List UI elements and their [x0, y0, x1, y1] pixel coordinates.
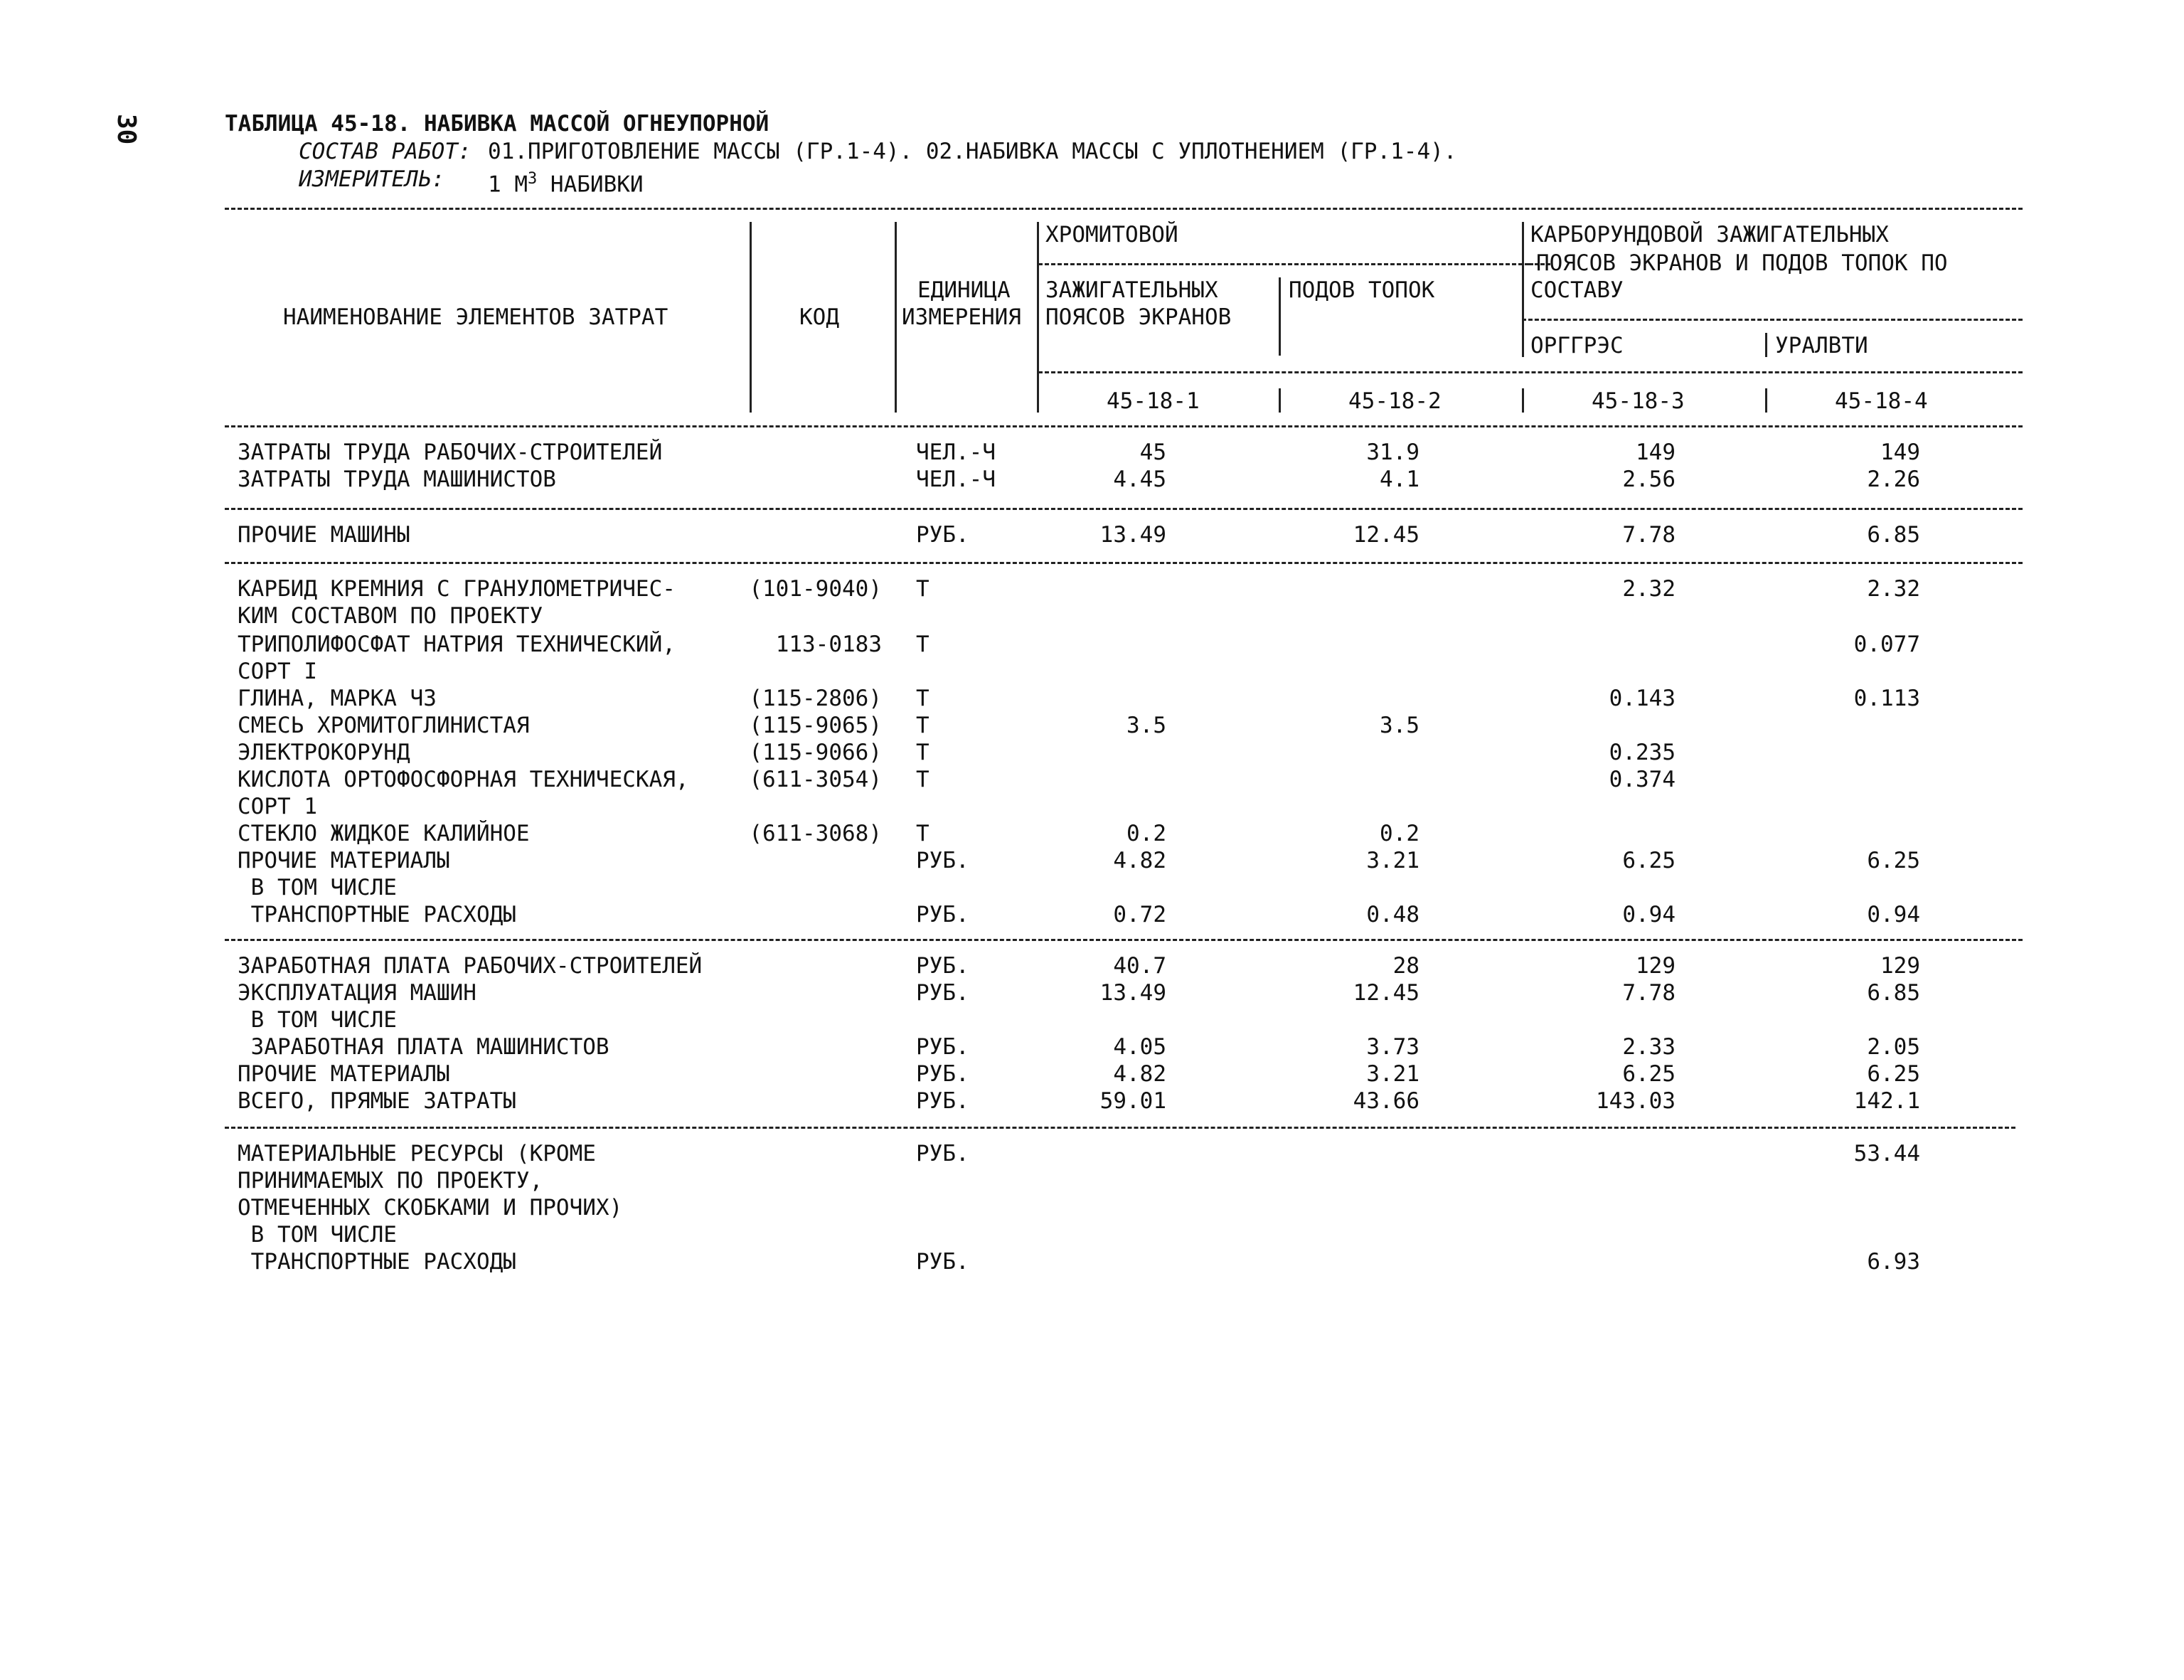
row-value-4: 6.25 [1867, 1061, 1920, 1087]
row-value-2: 3.5 [1380, 713, 1419, 738]
rule-carbo [1522, 319, 2023, 321]
row-value-2: 3.21 [1366, 1061, 1419, 1087]
row-name: ПРОЧИЕ МАТЕРИАЛЫ [238, 1061, 450, 1087]
row-value-1: 4.82 [1113, 1061, 1166, 1087]
row-unit: РУБ. [916, 1061, 969, 1087]
header-chromite-belts-1: ЗАЖИГАТЕЛЬНЫХ [1045, 277, 1218, 303]
row-value-4: 6.85 [1867, 522, 1920, 548]
row-name: КАРБИД КРЕМНИЯ С ГРАНУЛОМЕТРИЧЕС- [238, 576, 676, 602]
row-value-2: 12.45 [1353, 980, 1419, 1006]
rule-top [225, 208, 2023, 210]
row-unit: РУБ. [916, 1088, 969, 1114]
row-name: ТРИПОЛИФОСФАТ НАТРИЯ ТЕХНИЧЕСКИЙ, [238, 632, 676, 657]
row-value-4: 2.26 [1867, 467, 1920, 492]
header-carbo-1: КАРБОРУНДОВОЙ ЗАЖИГАТЕЛЬНЫХ [1530, 222, 1889, 248]
row-unit: РУБ. [916, 1141, 969, 1166]
row-value-1: 13.49 [1099, 522, 1166, 548]
row-value-3: 2.56 [1622, 467, 1676, 492]
row-name: В ТОМ ЧИСЛЕ [238, 1007, 397, 1033]
row-name: ЗАРАБОТНАЯ ПЛАТА МАШИНИСТОВ [238, 1034, 609, 1060]
vbar-code4 [1765, 388, 1767, 413]
header-code-3: 45-18-3 [1592, 388, 1685, 414]
row-value-1: 4.05 [1113, 1034, 1166, 1060]
row-value-1: 3.5 [1126, 713, 1166, 738]
row-value-4: 53.44 [1853, 1141, 1920, 1166]
header-chromite-belts-2: ПОЯСОВ ЭКРАНОВ [1045, 304, 1232, 330]
row-name: ГЛИНА, МАРКА ЧЗ [238, 686, 437, 711]
row-name: СТЕКЛО ЖИДКОЕ КАЛИЙНОЕ [238, 821, 530, 846]
vbar-unit [895, 222, 897, 413]
header-code: КОД [799, 304, 839, 330]
row-code: (611-3054) [749, 767, 882, 792]
row-value-3: 7.78 [1622, 522, 1676, 548]
row-unit: Т [916, 576, 929, 602]
row-unit: РУБ. [916, 848, 969, 873]
header-name: НАИМЕНОВАНИЕ ЭЛЕМЕНТОВ ЗАТРАТ [283, 304, 668, 330]
row-value-1: 40.7 [1113, 953, 1166, 979]
row-code: (611-3068) [749, 821, 882, 846]
vbar-uralvti [1765, 333, 1767, 357]
row-value-3: 6.25 [1622, 848, 1676, 873]
row-unit: Т [916, 821, 929, 846]
row-value-2: 3.73 [1366, 1034, 1419, 1060]
header-chromite-hearths: ПОДОВ ТОПОК [1289, 277, 1435, 303]
row-name: В ТОМ ЧИСЛЕ [238, 875, 397, 900]
row-unit: РУБ. [916, 522, 969, 548]
row-value-2: 31.9 [1366, 440, 1419, 465]
meter-value: 1 $М^3$ НАБИВКИ [488, 170, 644, 198]
row-unit: Т [916, 740, 929, 765]
row-value-1: 4.45 [1113, 467, 1166, 492]
row-name: ЗАТРАТЫ ТРУДА РАБОЧИХ-СТРОИТЕЛЕЙ [238, 440, 663, 465]
row-unit: ЧЕЛ.-Ч [916, 440, 996, 465]
row-code: (101-9040) [749, 576, 882, 602]
row-name: ЭКСПЛУАТАЦИЯ МАШИН [238, 980, 476, 1006]
row-unit: РУБ. [916, 1249, 969, 1275]
rule-chromite [1038, 263, 1529, 265]
header-carbo-3: СОСТАВУ [1530, 277, 1624, 303]
table-title: ТАБЛИЦА 45-18. НАБИВКА МАССОЙ ОГНЕУПОРНОЙ [225, 111, 769, 137]
row-unit: ЧЕЛ.-Ч [916, 467, 996, 492]
row-value-4: 6.85 [1867, 980, 1920, 1006]
vbar-hearths [1279, 277, 1281, 356]
rule-section-2 [225, 562, 2023, 564]
row-value-2: 12.45 [1353, 522, 1419, 548]
vbar-carbo [1522, 222, 1524, 357]
row-unit: РУБ. [916, 953, 969, 979]
row-unit: Т [916, 713, 929, 738]
row-value-4: 2.32 [1867, 576, 1920, 602]
row-code: (115-9065) [749, 713, 882, 738]
row-unit: Т [916, 632, 929, 657]
row-unit: Т [916, 767, 929, 792]
row-value-3: 0.374 [1609, 767, 1676, 792]
row-name: СОРТ 1 [238, 794, 317, 819]
row-value-3: 0.235 [1609, 740, 1676, 765]
row-code: (115-2806) [749, 686, 882, 711]
row-value-2: 0.2 [1380, 821, 1419, 846]
rule-header-bottom [225, 425, 2023, 427]
row-name: ПРИНИМАЕМЫХ ПО ПРОЕКТУ, [238, 1168, 543, 1193]
vbar-code2 [1279, 388, 1281, 413]
header-code-2: 45-18-2 [1348, 388, 1442, 414]
work-label: СОСТАВ РАБОТ: [299, 139, 472, 164]
row-value-1: 0.2 [1126, 821, 1166, 846]
row-value-3: 0.94 [1622, 902, 1676, 927]
row-value-3: 143.03 [1596, 1088, 1676, 1114]
row-name: СОРТ I [238, 659, 317, 684]
row-value-4: 129 [1880, 953, 1920, 979]
row-name: ТРАНСПОРТНЫЕ РАСХОДЫ [238, 902, 516, 927]
row-value-3: 0.143 [1609, 686, 1676, 711]
row-value-3: 129 [1636, 953, 1676, 979]
meter-label: ИЗМЕРИТЕЛЬ: [299, 166, 445, 192]
rule-section-3 [225, 939, 2023, 941]
row-name: ВСЕГО, ПРЯМЫЕ ЗАТРАТЫ [238, 1088, 516, 1114]
row-code: (115-9066) [749, 740, 882, 765]
row-value-4: 6.25 [1867, 848, 1920, 873]
row-value-1: 59.01 [1099, 1088, 1166, 1114]
header-uralvti: УРАЛВТИ [1775, 333, 1868, 358]
row-value-2: 0.48 [1366, 902, 1419, 927]
row-value-2: 3.21 [1366, 848, 1419, 873]
row-code: 113-0183 [775, 632, 882, 657]
rule-section-4 [225, 1127, 2015, 1129]
row-value-1: 45 [1139, 440, 1166, 465]
row-value-1: 0.72 [1113, 902, 1166, 927]
row-value-2: 43.66 [1353, 1088, 1419, 1114]
page-number: 30 [112, 114, 141, 145]
rule-section-1 [225, 508, 2023, 510]
header-unit-line1: ЕДИНИЦА [917, 277, 1011, 303]
row-value-4: 142.1 [1853, 1088, 1920, 1114]
header-code-1: 45-18-1 [1107, 388, 1200, 414]
row-unit: РУБ. [916, 902, 969, 927]
row-value-4: 0.94 [1867, 902, 1920, 927]
header-chromite: ХРОМИТОВОЙ [1045, 222, 1178, 248]
row-unit: РУБ. [916, 980, 969, 1006]
row-value-4: 2.05 [1867, 1034, 1920, 1060]
rule-codes [1038, 371, 2023, 373]
row-value-3: 6.25 [1622, 1061, 1676, 1087]
row-name: ОТМЕЧЕННЫХ СКОБКАМИ И ПРОЧИХ) [238, 1195, 623, 1221]
row-value-2: 4.1 [1380, 467, 1419, 492]
row-name: ТРАНСПОРТНЫЕ РАСХОДЫ [238, 1249, 516, 1275]
row-name: МАТЕРИАЛЬНЫЕ РЕСУРСЫ (КРОМЕ [238, 1141, 596, 1166]
row-name: ЭЛЕКТРОКОРУНД [238, 740, 410, 765]
row-value-4: 149 [1880, 440, 1920, 465]
row-name: СМЕСЬ ХРОМИТОГЛИНИСТАЯ [238, 713, 530, 738]
row-name: КИМ СОСТАВОМ ПО ПРОЕКТУ [238, 603, 543, 629]
header-carbo-2: ПОЯСОВ ЭКРАНОВ И ПОДОВ ТОПОК ПО [1536, 250, 1948, 276]
row-value-3: 7.78 [1622, 980, 1676, 1006]
header-code-4: 45-18-4 [1835, 388, 1928, 414]
row-value-3: 149 [1636, 440, 1676, 465]
row-name: ПРОЧИЕ МАТЕРИАЛЫ [238, 848, 450, 873]
row-value-4: 0.077 [1853, 632, 1920, 657]
row-value-3: 2.33 [1622, 1034, 1676, 1060]
work-text: 01.ПРИГОТОВЛЕНИЕ МАССЫ (ГР.1-4). 02.НАБИВКА МАССЫ С УПЛОТНЕНИЕМ (ГР.1-4). [488, 139, 1457, 164]
row-name: ЗАРАБОТНАЯ ПЛАТА РАБОЧИХ-СТРОИТЕЛЕЙ [238, 953, 703, 979]
row-value-4: 6.93 [1867, 1249, 1920, 1275]
row-name: КИСЛОТА ОРТОФОСФОРНАЯ ТЕХНИЧЕСКАЯ, [238, 767, 689, 792]
row-value-3: 2.32 [1622, 576, 1676, 602]
row-name: ПРОЧИЕ МАШИНЫ [238, 522, 410, 548]
vbar-chromite [1037, 222, 1039, 413]
vbar-code3 [1522, 388, 1524, 413]
row-value-1: 13.49 [1099, 980, 1166, 1006]
row-unit: Т [916, 686, 929, 711]
header-unit-line2: ИЗМЕРЕНИЯ [902, 304, 1021, 330]
row-name: В ТОМ ЧИСЛЕ [238, 1222, 397, 1248]
row-value-2: 28 [1392, 953, 1419, 979]
header-orggres: ОРГГРЭС [1530, 333, 1624, 358]
row-value-1: 4.82 [1113, 848, 1166, 873]
row-unit: РУБ. [916, 1034, 969, 1060]
vbar-code [750, 222, 752, 413]
row-name: ЗАТРАТЫ ТРУДА МАШИНИСТОВ [238, 467, 556, 492]
row-value-4: 0.113 [1853, 686, 1920, 711]
